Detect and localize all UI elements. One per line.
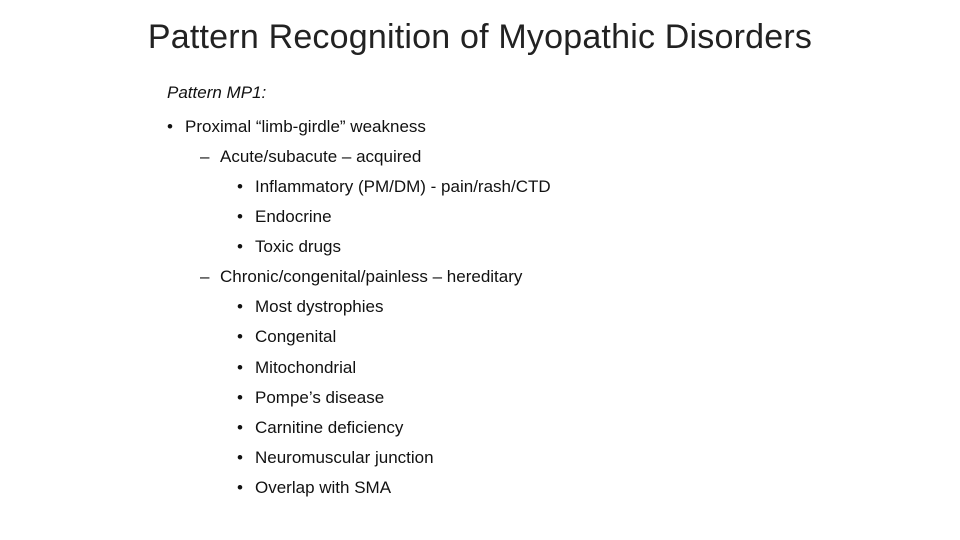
list-item-text: Pompe’s disease bbox=[255, 388, 385, 407]
sub-bullet-text: Acute/subacute – acquired bbox=[220, 147, 422, 166]
list-item-text: Overlap with SMA bbox=[255, 478, 392, 497]
bullet-text: Proximal “limb-girdle” weakness bbox=[185, 117, 426, 136]
bullet-icon: • bbox=[237, 327, 243, 346]
list-item bbox=[237, 387, 384, 409]
list-item bbox=[237, 296, 384, 318]
pattern-subtitle: Pattern MP1: bbox=[167, 83, 267, 102]
bullet-icon: • bbox=[237, 237, 243, 256]
bullet-icon: • bbox=[237, 177, 243, 196]
list-item-text: Congenital bbox=[255, 327, 337, 346]
dash-icon: – bbox=[200, 147, 210, 166]
list-item bbox=[237, 477, 391, 499]
bullet-icon: • bbox=[237, 448, 243, 467]
list-item-text: Toxic drugs bbox=[255, 237, 341, 256]
slide-title: Pattern Recognition of Myopathic Disorders bbox=[147, 18, 813, 56]
bullet-icon: • bbox=[237, 297, 243, 316]
sub-bullet-text: Chronic/congenital/painless – hereditary bbox=[220, 267, 523, 286]
list-item bbox=[237, 236, 341, 258]
sub-bullet-acute bbox=[200, 146, 421, 168]
list-item bbox=[237, 206, 332, 228]
list-item bbox=[237, 326, 336, 348]
bullet-icon: • bbox=[237, 418, 243, 437]
list-item-text: Mitochondrial bbox=[255, 358, 357, 377]
list-item bbox=[237, 447, 434, 469]
bullet-icon: • bbox=[237, 388, 243, 407]
bullet-proximal-weakness bbox=[167, 116, 426, 138]
list-item-text: Neuromuscular junction bbox=[255, 448, 434, 467]
bullet-icon: • bbox=[237, 207, 243, 226]
list-item-text: Carnitine deficiency bbox=[255, 418, 404, 437]
list-item bbox=[237, 357, 356, 379]
sub-bullet-chronic bbox=[200, 266, 522, 288]
bullet-icon: • bbox=[167, 117, 173, 136]
dash-icon: – bbox=[200, 267, 210, 286]
bullet-icon: • bbox=[237, 478, 243, 497]
list-item bbox=[237, 417, 403, 439]
list-item-text: Endocrine bbox=[255, 207, 332, 226]
list-item-text: Inflammatory (PM/DM) - pain/rash/CTD bbox=[255, 177, 551, 196]
list-item bbox=[237, 176, 551, 198]
bullet-icon: • bbox=[237, 358, 243, 377]
list-item-text: Most dystrophies bbox=[255, 297, 384, 316]
